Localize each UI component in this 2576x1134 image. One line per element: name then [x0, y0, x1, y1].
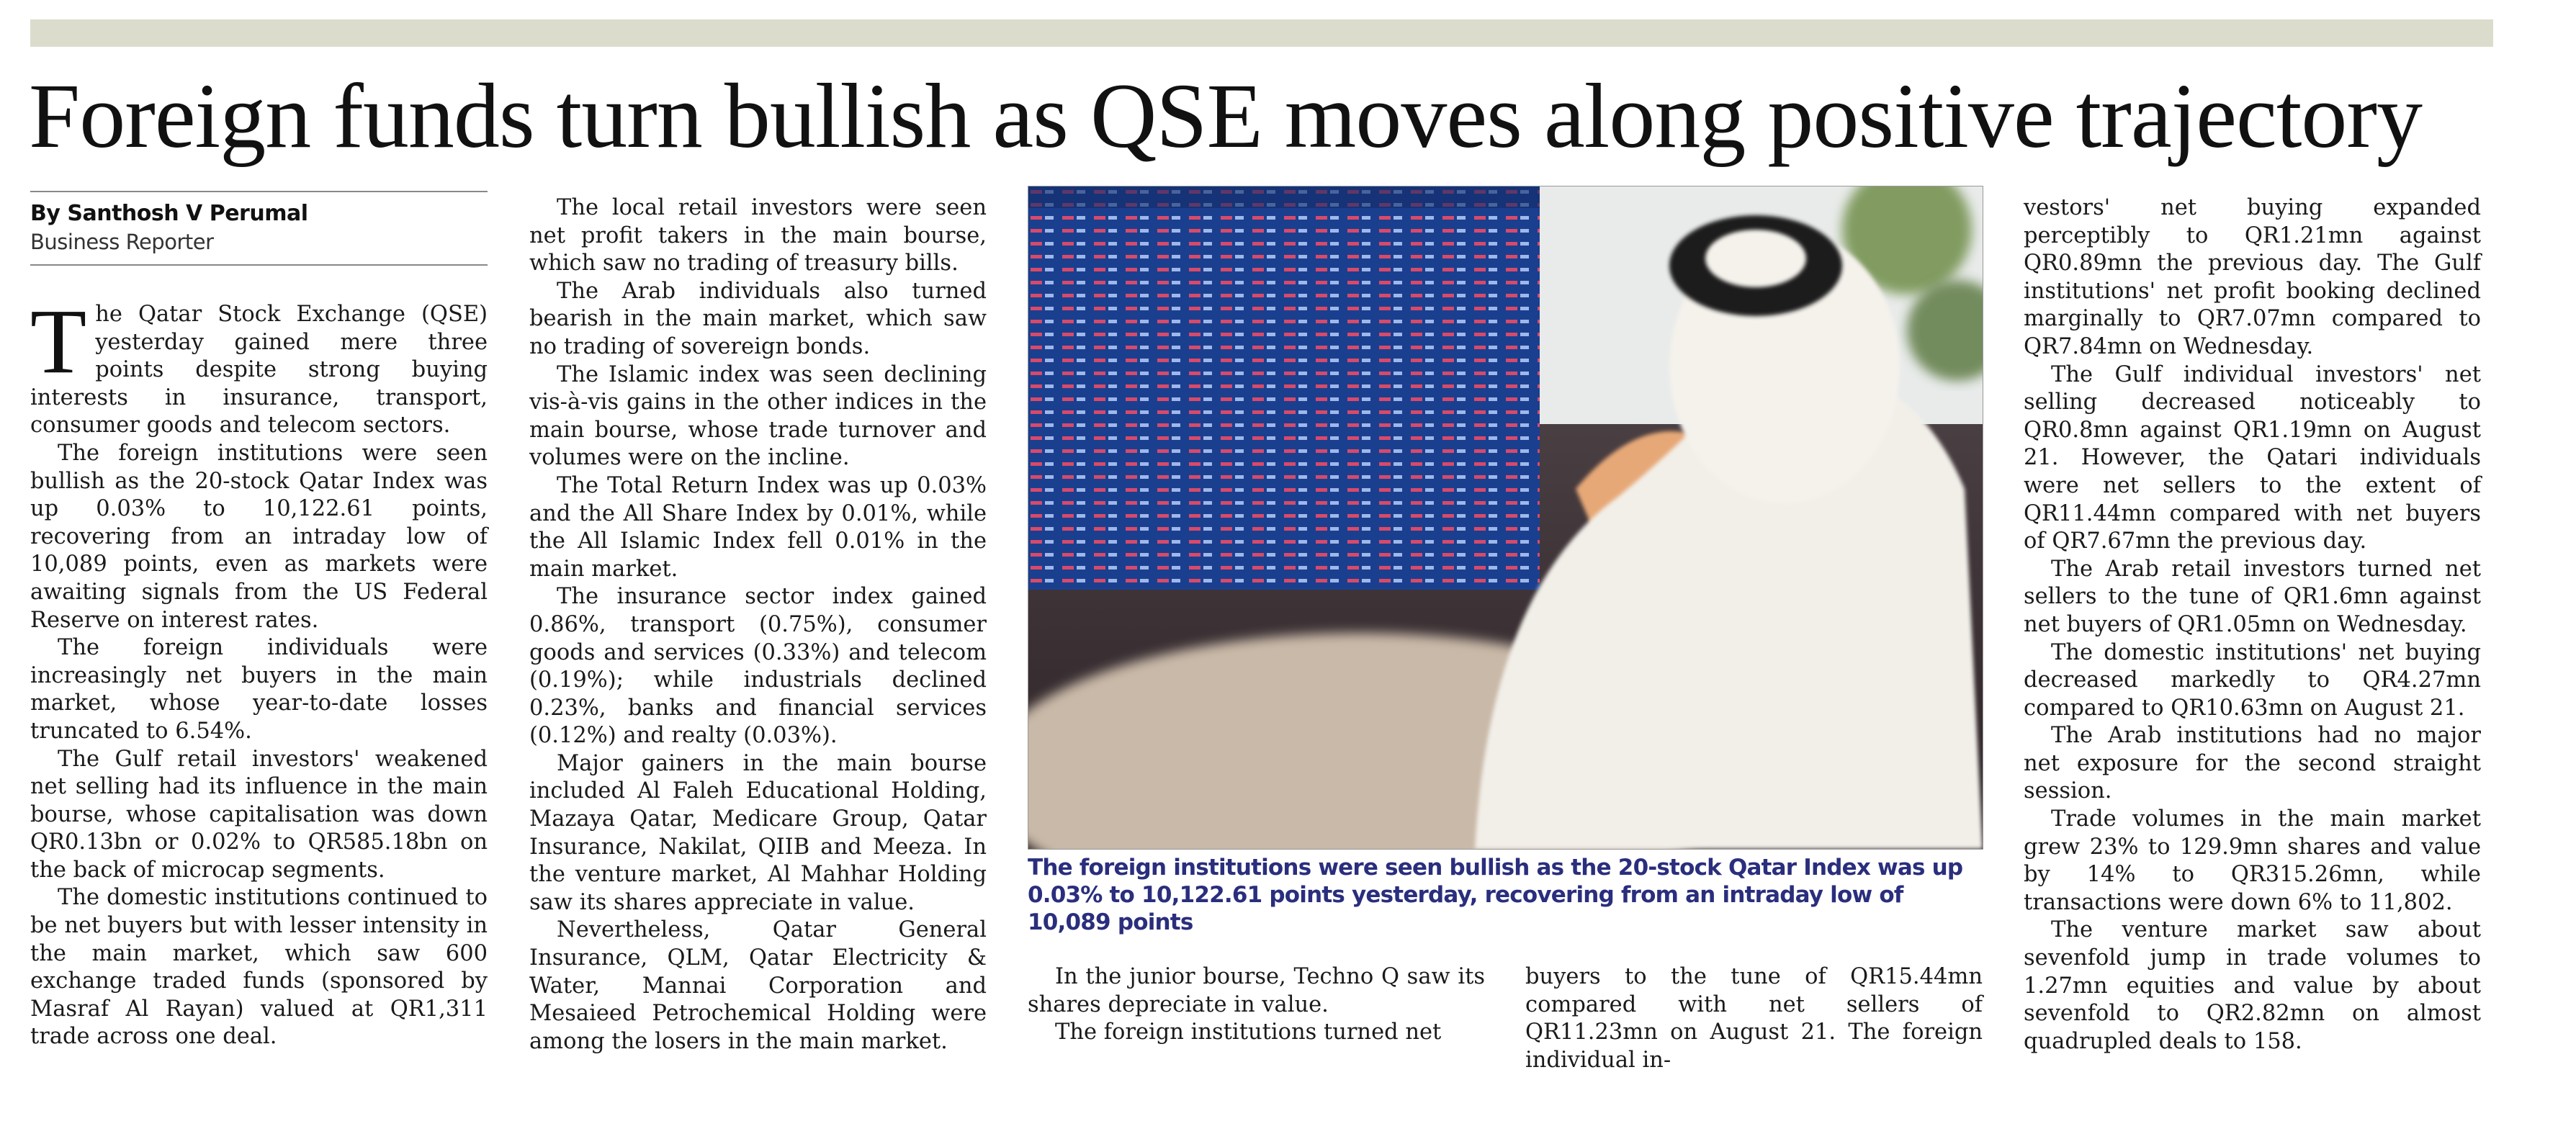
byline-top-rule — [30, 191, 488, 192]
paragraph: Trade volumes in the main market grew 23% to 129.9mn shares and value by 14% to QR315.26mn, while transactions were down 6% to 11,802. — [2024, 806, 2481, 915]
drop-cap: T — [30, 290, 87, 392]
paragraph: The Gulf retail investors' weakened net selling had its influence in the main bourse, whose capitalisation was down QR0.13bn or 0.02% to QR585.18bn on the back of microcap segments. — [30, 746, 488, 883]
paragraph: The Arab individuals also turned bearish in the main market, which saw no trading of sovereign bonds. — [529, 278, 987, 359]
byline-role: Business Reporter — [30, 230, 214, 254]
paragraph-text: he Qatar Stock Exchange (QSE) yesterday gained mere three points despite strong buying interests in insurance, transport, consumer goods and telecom sectors. — [30, 302, 488, 438]
byline — [30, 191, 488, 266]
article-column-3 — [1028, 963, 1485, 1047]
paragraph: The venture market saw about sevenfold jump in trade volumes to 1.27mn equities and value by about sevenfold to QR2.82mn on almost quadrupled deals to 158. — [2024, 917, 2481, 1054]
paragraph: Nevertheless, Qatar General Insurance, QLM, Qatar Electricity & Water, Mannai Corporation and Mesaieed Petrochemical Holding were among the losers in the main market. — [529, 917, 987, 1054]
paragraph: The Gulf individual investors' net selling decreased noticeably to QR0.8mn against QR1.19mn on August 21. However, the Qatari individuals were net sellers to the extent of QR11.44mn compared with net buyers of QR7.67mn the previous day. — [2024, 361, 2481, 554]
paragraph: buyers to the tune of QR15.44mn compared with net sellers of QR11.23mn on August 21. The foreign individual in- — [1525, 964, 1983, 1073]
paragraph: Major gainers in the main bourse included Al Faleh Educational Holding, Mazaya Qatar, Medicare Group, Qatar Insurance, Nakilat, QIIB and Meeza. In the venture market, Al Mahhar Holding saw its shares appreciate in value. — [529, 750, 987, 915]
article-column-4 — [1525, 963, 1983, 1074]
photo-illustration — [1028, 186, 1983, 849]
paragraph: The domestic institutions' net buying decreased markedly to QR4.27mn compared to QR10.63mn on August 21. — [2024, 639, 2481, 721]
article-photo — [1028, 186, 1983, 850]
paragraph: In the junior bourse, Techno Q saw its shares depreciate in value. — [1028, 964, 1485, 1017]
paragraph: The local retail investors were seen net profit takers in the main bourse, which saw no trading of treasury bills. — [529, 195, 987, 276]
article-column-1 — [30, 290, 488, 1051]
article-column-2 — [529, 194, 987, 1056]
photo-caption: The foreign institutions were seen bullish as the 20-stock Qatar Index was up 0.03% to 10,122.61 points yesterday, recovering from an intraday low of 10,089 points — [1028, 855, 1963, 935]
paragraph: The foreign institutions were seen bullish as the 20-stock Qatar Index was up 0.03% to 10,122.61 points, recovering from an intraday low of 10,089 points, even as markets were awaiting signals from the US Federal Reserve on interest rates. — [30, 440, 488, 633]
headline: Foreign funds turn bullish as QSE moves along positive trajectory — [29, 65, 2422, 167]
byline-author: By Santhosh V Perumal — [30, 201, 308, 226]
paragraph: The domestic institutions continued to be net buyers but with lesser intensity in the main market, which saw 600 exchange traded funds (sponsored by Masraf Al Rayan) valued at QR1,311 trade across one deal. — [30, 885, 488, 1050]
paragraph: The Arab retail investors turned net sellers to the tune of QR1.6mn against net buyers of QR1.05mn on Wednesday. — [2024, 556, 2481, 637]
paragraph: The Islamic index was seen declining vis-à-vis gains in the other indices in the main bourse, whose trade turnover and volumes were on the incline. — [529, 361, 987, 471]
paragraph: The foreign individuals were increasingly net buyers in the main market, whose year-to-date losses truncated to 6.54%. — [30, 635, 488, 744]
paragraph: vestors' net buying expanded perceptibly to QR1.21mn against QR0.89mn the previous day. The Gulf institutions' net profit booking declined marginally to QR7.07mn compared to QR7.84mn on Wednesday. — [2024, 195, 2481, 359]
article-column-5 — [2024, 194, 2481, 1056]
top-color-bar — [30, 19, 2493, 47]
byline-bottom-rule — [30, 264, 488, 266]
paragraph: The Total Return Index was up 0.03% and the All Share Index by 0.01%, while the All Islamic Index fell 0.01% in the main market. — [529, 472, 987, 582]
paragraph: The Arab institutions had no major net exposure for the second straight session. — [2024, 723, 2481, 804]
paragraph: The insurance sector index gained 0.86%, transport (0.75%), consumer goods and services (0.33%) and telecom (0.19%); while industrials declined 0.23%, banks and financial services (0.12%) and realty (0.03%). — [529, 584, 987, 749]
paragraph: The foreign institutions turned net — [1055, 1020, 1442, 1045]
paragraph — [30, 290, 488, 440]
